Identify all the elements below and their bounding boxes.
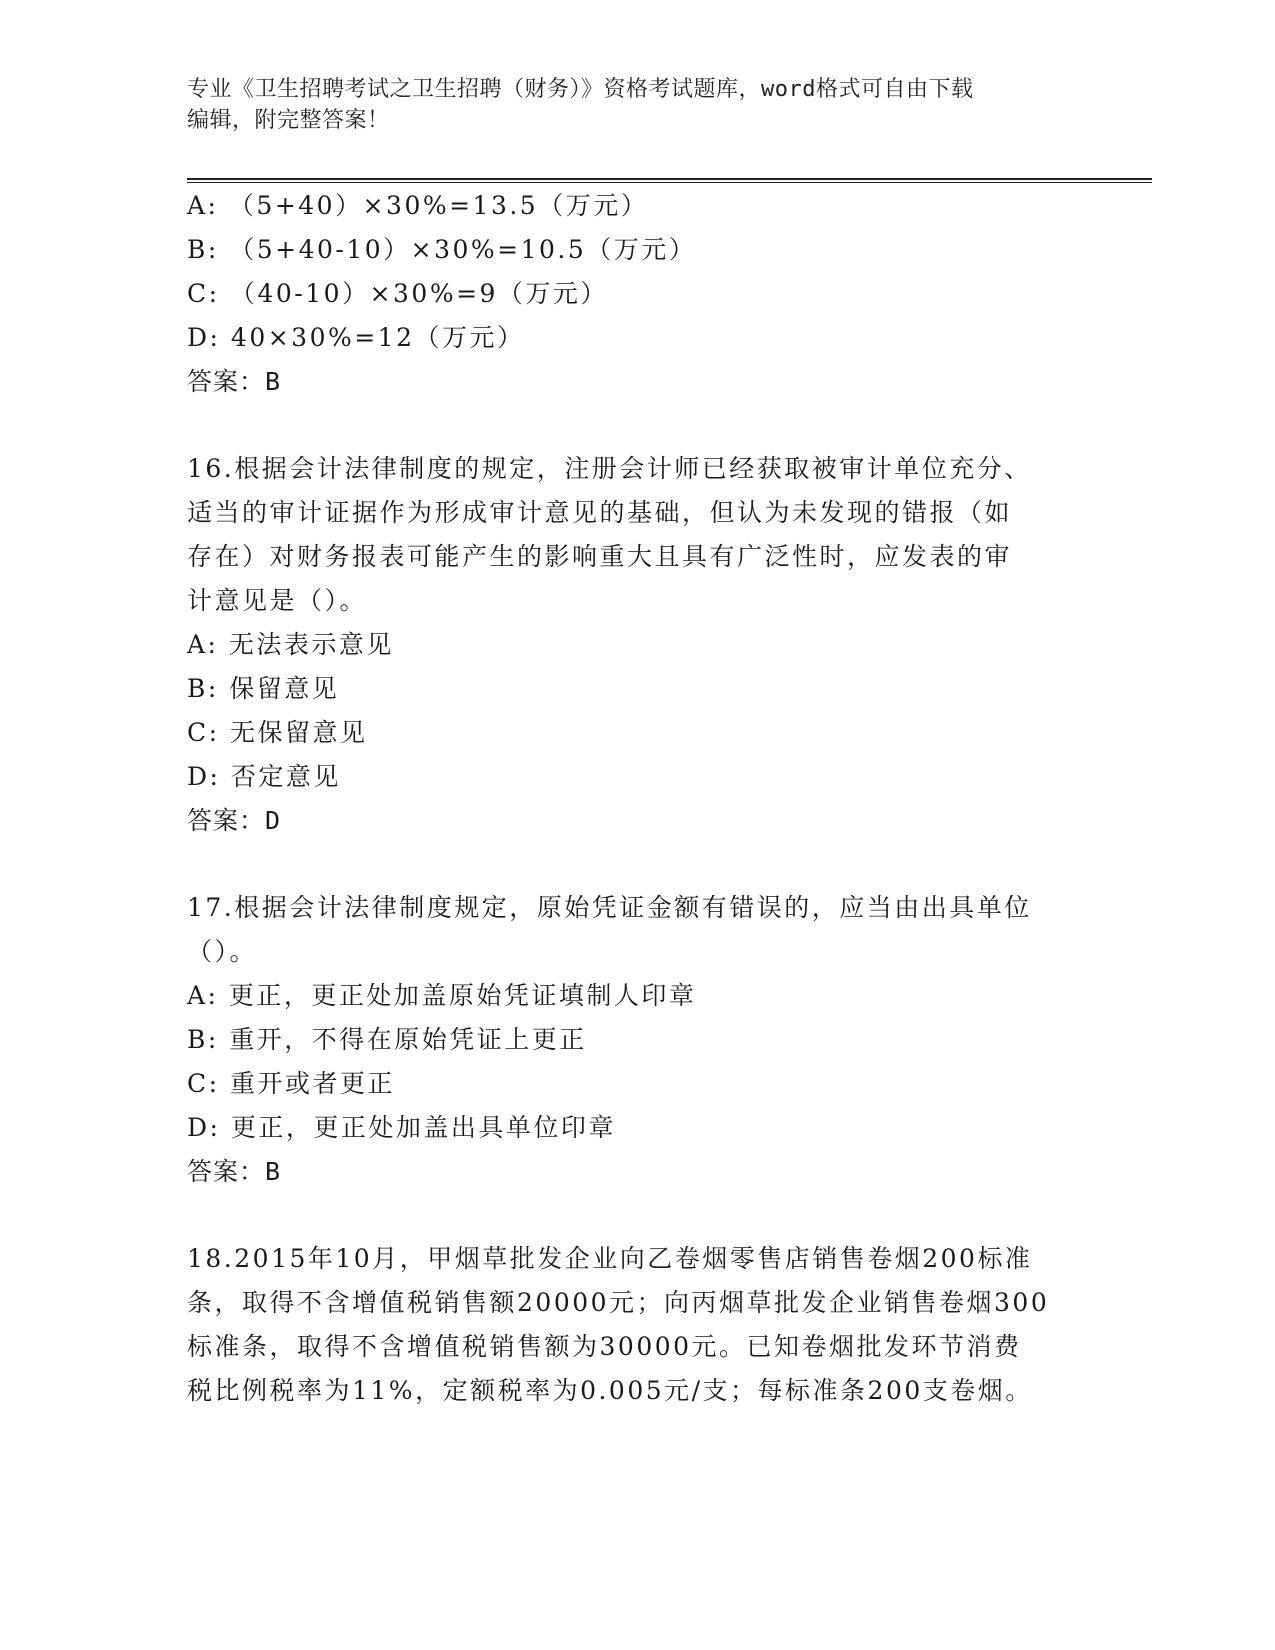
q16-stem-line-2: 适当的审计证据作为形成审计意见的基础，但认为未发现的错报（如 [187, 498, 1013, 527]
q16-option-b: B: 保留意见 [187, 674, 340, 703]
q17-stem-line-2: （）。 [187, 937, 258, 966]
q16-stem-line-1: 16.根据会计法律制度的规定，注册会计师已经获取被审计单位充分、 [187, 454, 1032, 483]
q17-option-a: A: 更正，更正处加盖原始凭证填制人印章 [187, 981, 697, 1010]
answer-label: 答案： [187, 367, 266, 396]
q16-option-a: A: 无法表示意见 [187, 630, 394, 659]
header-divider [187, 178, 1152, 183]
answer-key: B [265, 1157, 282, 1186]
header-note [187, 74, 1087, 136]
q15-option-c: C: （40-10）×30%=9（万元） [187, 279, 608, 308]
q16-option-c: C: 无保留意见 [187, 718, 368, 747]
q18-stem-line-3: 标准条，取得不含增值税销售额为30000元。已知卷烟批发环节消费 [187, 1332, 1022, 1361]
q15-answer [187, 367, 281, 397]
q16-option-d: D: 否定意见 [187, 762, 341, 791]
q18-stem-line-1: 18.2015年10月，甲烟草批发企业向乙卷烟零售店销售卷烟200标准 [187, 1244, 1033, 1273]
q17-option-b: B: 重开，不得在原始凭证上更正 [187, 1025, 587, 1054]
header-line-1: 专业《卫生招聘考试之卫生招聘（财务）》资格考试题库，word格式可自由下载 [187, 77, 974, 102]
q17-answer [187, 1157, 281, 1187]
answer-label: 答案： [187, 1157, 266, 1186]
q17-option-d: D: 更正，更正处加盖出具单位印章 [187, 1113, 616, 1142]
q16-stem-line-3: 存在）对财务报表可能产生的影响重大且具有广泛性时，应发表的审 [187, 542, 1013, 571]
q17-stem-line-1: 17.根据会计法律制度规定，原始凭证金额有错误的，应当由出具单位 [187, 893, 1032, 922]
answer-label: 答案： [187, 806, 266, 835]
q15-option-b: B: （5+40-10）×30%=10.5（万元） [187, 235, 697, 264]
q18-stem-line-2: 条，取得不含增值税销售额20000元；向丙烟草批发企业销售卷烟300 [187, 1288, 1050, 1317]
q16-stem-line-4: 计意见是（）。 [187, 586, 368, 615]
q15-option-a: A: （5+40）×30%=13.5（万元） [187, 191, 649, 220]
answer-key: B [265, 367, 282, 396]
q15-option-d: D: 40×30%=12（万元） [187, 323, 525, 352]
q17-option-c: C: 重开或者更正 [187, 1069, 395, 1098]
q16-answer [187, 806, 281, 836]
q18-stem-line-4: 税比例税率为11%，定额税率为0.005元/支；每标准条200支卷烟。 [187, 1376, 1033, 1405]
answer-key: D [265, 806, 282, 835]
header-line-2: 编辑，附完整答案！ [187, 108, 390, 133]
